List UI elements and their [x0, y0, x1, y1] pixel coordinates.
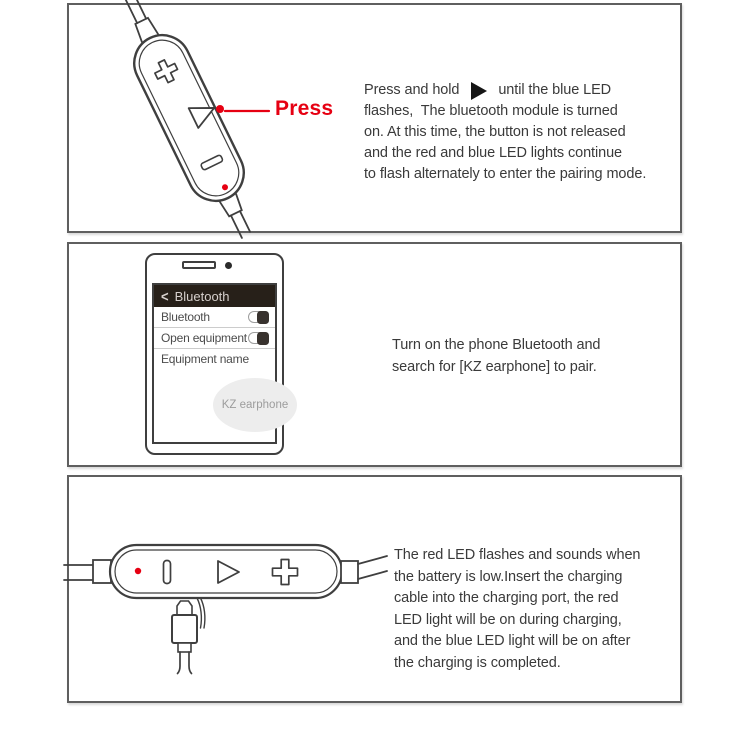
instruction-line: and the blue LED light will be on after: [394, 633, 631, 649]
settings-row-equipment-name: [154, 349, 275, 370]
bluetooth-toggle: [248, 311, 269, 323]
settings-row-bluetooth: [154, 307, 275, 328]
instruction-line: [364, 80, 646, 101]
filled-play-triangle-icon: [471, 82, 487, 100]
instruction-line: the battery is low.Insert the charging: [394, 568, 623, 585]
instruction-line: The red LED flashes and sounds when: [394, 547, 641, 563]
row-label: Equipment name: [161, 352, 249, 366]
settings-row-open-equipment: [154, 328, 275, 349]
instruction-line: and the red and blue LED lights continue: [364, 145, 622, 161]
row-label: Open equipment: [161, 331, 247, 345]
phone-pairing-text: [392, 335, 600, 378]
instruction-line: on. At this time, the button is not released: [364, 124, 626, 140]
charging-instruction-text: [394, 545, 640, 674]
instruction-line: flashes, The bluetooth module is turned: [364, 103, 618, 119]
device-name-bubble: KZ earphone: [213, 378, 297, 432]
open-equipment-toggle: [248, 332, 269, 344]
instruction-line: LED light will be on during charging,: [394, 611, 622, 628]
instruction-text-pre: Press and hold: [364, 82, 460, 98]
instruction-line: the charging is completed.: [394, 654, 561, 671]
phone-illustration: [145, 253, 289, 455]
phone-camera-dot: [225, 262, 232, 269]
instruction-line: search for [KZ earphone] to pair.: [392, 358, 597, 375]
chevron-left-icon: <: [161, 287, 169, 305]
phone-speaker: [182, 261, 216, 269]
toggle-knob: [257, 332, 269, 345]
row-label: Bluetooth: [161, 310, 210, 324]
press-callout-label: Press: [275, 97, 334, 120]
toggle-knob: [257, 311, 269, 324]
instruction-line: cable into the charging port, the red: [394, 590, 619, 606]
instruction-line: to flash alternately to enter the pairing mode.: [364, 166, 647, 182]
pairing-instruction-text: [364, 80, 646, 185]
instruction-text-post: until the blue LED: [498, 82, 612, 98]
bluetooth-settings-header: [154, 285, 275, 307]
instruction-line: Turn on the phone Bluetooth and: [392, 337, 601, 353]
screen-title: Bluetooth: [174, 288, 230, 304]
